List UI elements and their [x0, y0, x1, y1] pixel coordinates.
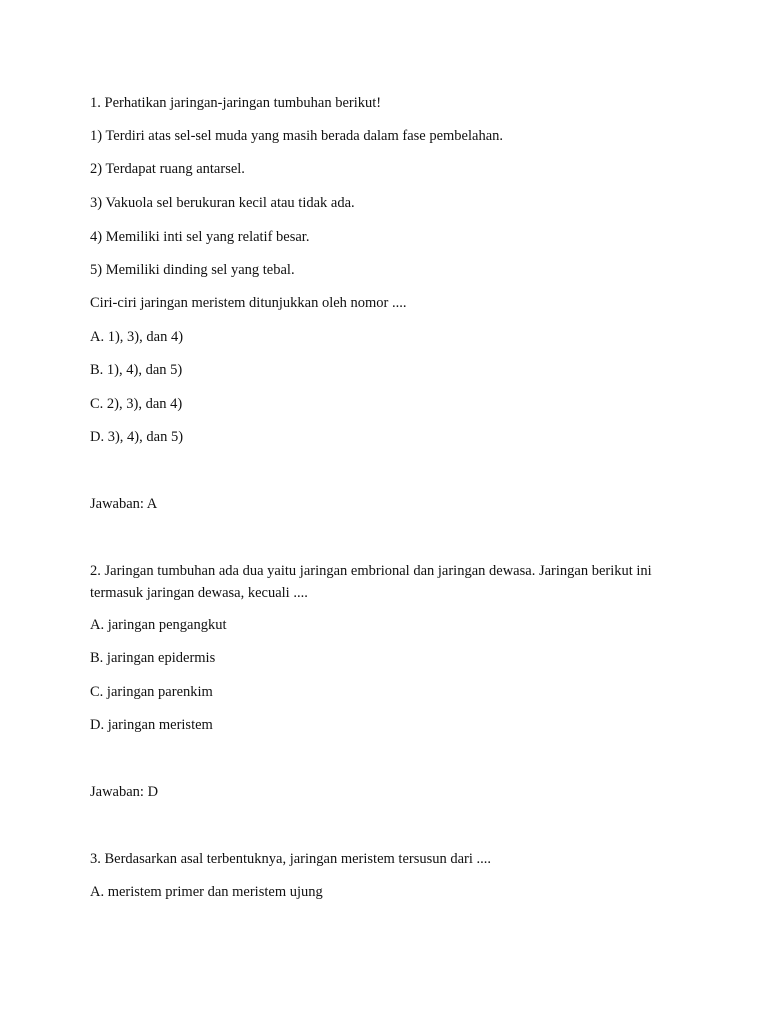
q3-option-a: A. meristem primer dan meristem ujung	[90, 884, 323, 900]
q1-option-d: D. 3), 4), dan 5)	[90, 429, 184, 445]
q2-option-b: B. jaringan epidermis	[90, 650, 216, 666]
q1-option-b: B. 1), 4), dan 5)	[90, 362, 183, 378]
q1-statement-1: 1) Terdiri atas sel-sel muda yang masih berada dalam fase pembelahan.	[90, 128, 504, 144]
q1-prompt: Ciri-ciri jaringan meristem ditunjukkan oleh nomor ....	[90, 295, 407, 311]
question-3-text: 3. Berdasarkan asal terbentuknya, jaringan meristem tersusun dari ....	[90, 851, 492, 867]
q1-answer: Jawaban: A	[90, 496, 158, 512]
q1-statement-5: 5) Memiliki dinding sel yang tebal.	[90, 262, 295, 278]
question-2-text: 2. Jaringan tumbuhan ada dua yaitu jaringan embrional dan jaringan dewasa. Jaringan berikut ini termasuk jaringan dewasa, kecuali ....	[90, 563, 652, 601]
q2-option-d: D. jaringan meristem	[90, 717, 213, 733]
q2-option-a: A. jaringan pengangkut	[90, 617, 227, 633]
q1-statement-3: 3) Vakuola sel berukuran kecil atau tidak ada.	[90, 195, 355, 211]
q1-option-a: A. 1), 3), dan 4)	[90, 329, 184, 345]
q1-option-c: C. 2), 3), dan 4)	[90, 396, 183, 412]
q1-statement-4: 4) Memiliki inti sel yang relatif besar.	[90, 229, 310, 245]
q1-statement-2: 2) Terdapat ruang antarsel.	[90, 161, 245, 177]
q2-option-c: C. jaringan parenkim	[90, 684, 213, 700]
question-1-text: 1. Perhatikan jaringan-jaringan tumbuhan berikut!	[90, 95, 382, 111]
q2-answer: Jawaban: D	[90, 784, 159, 800]
